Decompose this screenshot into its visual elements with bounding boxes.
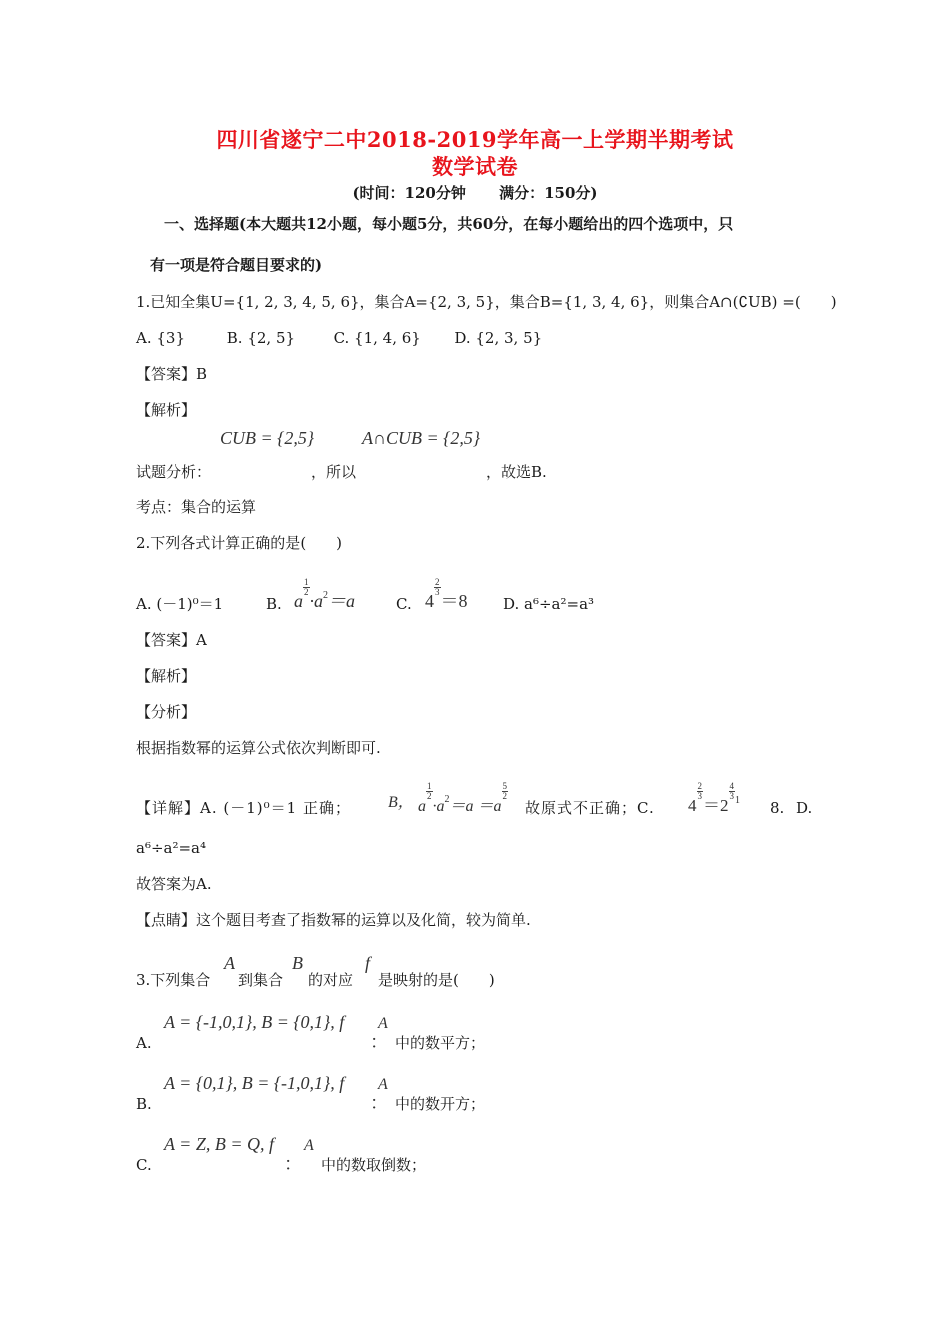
section-heading-line2: 有一项是符合题目要求的) [150, 256, 323, 274]
q3-stem-end: 是映射的是( ) [378, 971, 495, 989]
q2-option-b-formula: a $\frac{1}{2}$ $\cdot a^2=a$ [294, 577, 355, 611]
q3-option-c-colon: ： [284, 1154, 302, 1174]
q3-option-b-colon: ： [370, 1093, 388, 1113]
q3-stem-mid1: 到集合 [238, 971, 284, 989]
q2-detail-d: a⁶÷a²=a⁴ [136, 839, 207, 857]
q2-detail-b-end: 故原式不正确；C. [525, 799, 655, 817]
q2-fenxi-text: 根据指数幂的运算公式依次判断即可. [136, 739, 381, 757]
q2-option-c-label: C. [396, 595, 412, 613]
q3-sym-a: A [224, 953, 235, 973]
q3-option-b-text: 中的数开方； [395, 1095, 486, 1113]
q3-option-a-colon: ： [370, 1032, 388, 1052]
q2-detail-b-formula: a $\frac{1}{2}$ $\cdot a^2=a =a$ $\frac{5}{2}$ [418, 781, 508, 815]
q2-fenxi-label: 【分析】 [136, 703, 197, 721]
q1-analysis-prefix: 试题分析： [136, 463, 212, 481]
q3-stem-mid2: 的对应 [308, 971, 354, 989]
exam-info [0, 182, 950, 203]
q2-conclusion: 故答案为A. [136, 875, 212, 893]
q2-detail-c-end: 8. [770, 799, 785, 817]
q1-formula-complement: CUB = {2,5} [220, 428, 315, 448]
q3-option-a-text: 中的数平方； [395, 1034, 486, 1052]
q1-option-c: C. {1, 4, 6} [333, 329, 421, 347]
q2-option-a: A. (－1)⁰＝1 [136, 595, 224, 613]
q1-formula-intersection: A∩CUB = {2,5} [362, 428, 481, 448]
q3-option-b-formula: A = {0,1}, B = {-1,0,1}, f [164, 1073, 345, 1093]
q3-stem-prefix: 3.下列集合 [136, 971, 211, 989]
q2-answer: 【答案】A [136, 631, 207, 649]
q1-analysis-label: 【解析】 [136, 401, 197, 419]
q2-option-d: D. a⁶÷a²=a³ [503, 595, 595, 613]
q3-option-c-sym: A [304, 1137, 314, 1154]
q1-kaodian: 考点：集合的运算 [136, 498, 257, 516]
q3-sym-b: B [292, 953, 303, 973]
q1-analysis-end: ，故选B. [486, 463, 547, 481]
q2-detail-c-formula: 4 $\frac{2}{3}$ ＝2 $\frac{4}{3}$ $^1$ [688, 781, 740, 815]
q2-stem: 2.下列各式计算正确的是( ) [136, 534, 343, 552]
q2-detail-a: 【详解】A. (－1)⁰＝1 正确； [136, 799, 351, 817]
q1-option-b: B. {2, 5} [226, 329, 296, 347]
q2-option-c-formula: 4 $\frac{2}{3}$ ＝8 [425, 577, 468, 611]
q1-option-a: A. {3} [136, 329, 185, 347]
document-subtitle: 数学试卷 [432, 154, 518, 179]
q3-option-c-label: C. [136, 1156, 152, 1174]
q1-options [136, 328, 542, 348]
q1-analysis-text [136, 462, 547, 482]
q1-answer: 【答案】B [136, 365, 208, 383]
q3-option-c-formula: A = Z, B = Q, f [164, 1134, 274, 1154]
q3-option-b-sym: A [378, 1076, 388, 1093]
q2-analysis-label: 【解析】 [136, 667, 197, 685]
q1-stem: 1.已知全集U={1, 2, 3, 4, 5, 6}，集合A={2, 3, 5}，集合B={1, 3, 4, 6}，则集合A∩(∁UB) =( ) [136, 293, 837, 311]
q3-option-a-formula: A = {-1,0,1}, B = {0,1}, f [164, 1012, 345, 1032]
q2-option-b-label: B. [266, 595, 282, 613]
q3-option-b-label: B. [136, 1095, 152, 1113]
q1-option-d: D. {2, 3, 5} [454, 329, 543, 347]
exam-time: (时间：120分钟 [352, 184, 466, 202]
q3-sym-f: f [365, 953, 371, 973]
q2-detail-d-label: D. [796, 799, 813, 817]
section-heading-line1: 一、选择题(本大题共12小题，每小题5分，共60分，在每小题给出的四个选项中，只 [164, 215, 734, 233]
exam-score: 满分：150分) [499, 184, 598, 202]
q3-option-a-sym: A [378, 1015, 388, 1032]
q2-detail-b-label: B， [388, 794, 414, 811]
q3-option-a-label: A. [136, 1034, 152, 1052]
q3-option-c-text: 中的数取倒数； [321, 1156, 427, 1174]
q2-dianjing: 【点睛】这个题目考查了指数幂的运算以及化简，较为简单. [136, 911, 531, 929]
document-title: 四川省遂宁二中2018-2019学年高一上学期半期考试 [216, 127, 734, 152]
q1-analysis-mid: ，所以 [311, 463, 357, 481]
